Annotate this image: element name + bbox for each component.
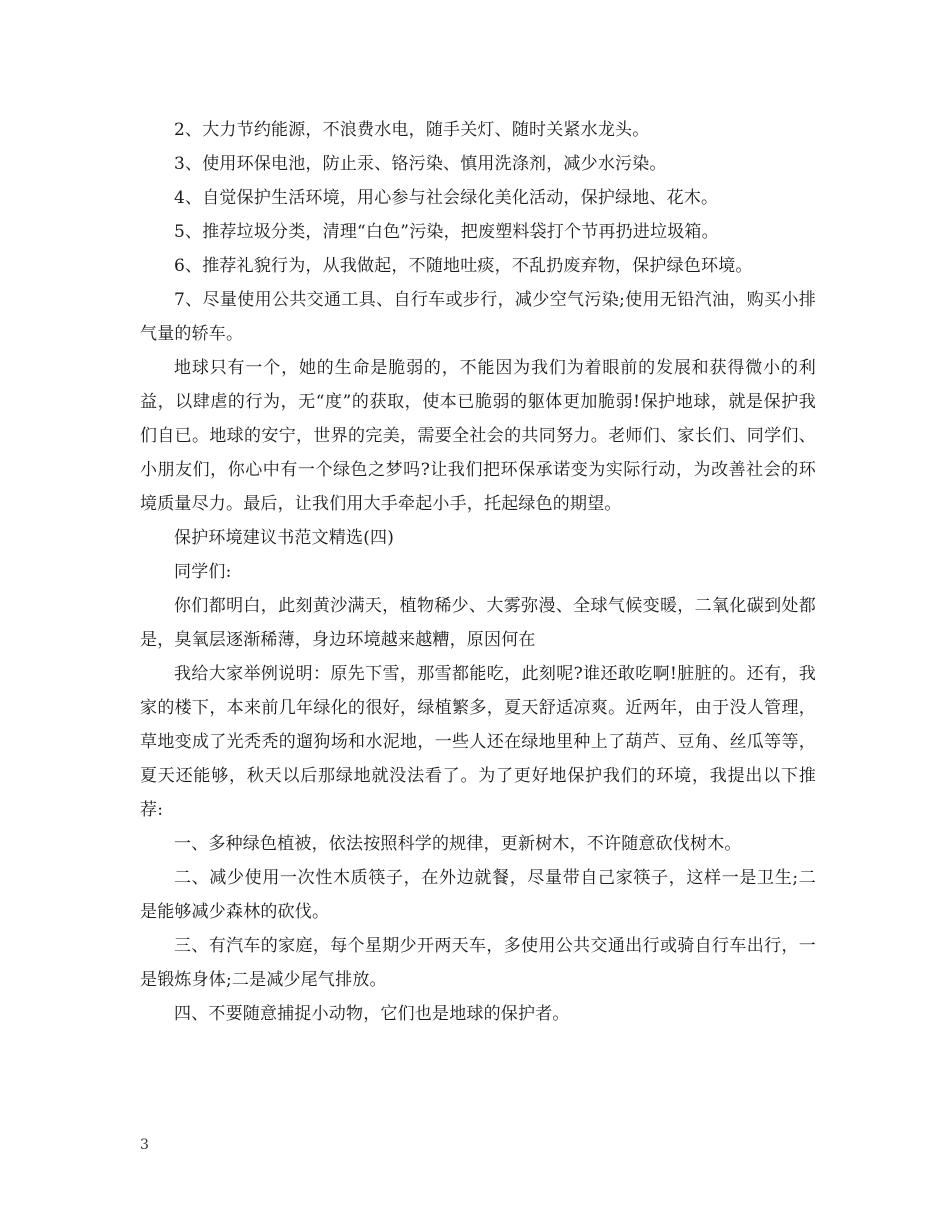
- paragraph: 5、推荐垃圾分类，清理“白色”污染，把废塑料袋打个节再扔进垃圾箱。: [174, 222, 719, 242]
- paragraph: 2、大力节约能源，不浪费水电，随手关灯、随时关紧水龙头。: [174, 120, 650, 140]
- salutation: 同学们:: [174, 562, 232, 582]
- paragraph: 一、多种绿色植被，依法按照科学的规律，更新树木，不许随意砍伐树木。: [174, 834, 742, 854]
- paragraph: 7、尽量使用公共交通工具、自行车或步行，减少空气污染;使用无铅汽油，购买小排气量的轿车。: [140, 290, 816, 344]
- paragraph: 4、自觉保护生活环境，用心参与社会绿化美化活动，保护绿地、花木。: [174, 188, 719, 208]
- paragraph: 地球只有一个，她的生命是脆弱的，不能因为我们为着眼前的发展和获得微小的利益，以肆虐的行为，无“度”的获取，使本已脆弱的躯体更加脆弱!保护地球，就是保护我们自已。地球的安宁，世界的完美，需要全社会的共同努力。老师们、家长们、同学们、小朋友们，你心中有一个绿色之梦吗?让我们把环保承诺变为实际行动，为改善社会的环境质量尽力。最后，让我们用大手牵起小手，托起绿色的期望。: [140, 358, 816, 514]
- body-text: [140, 113, 816, 1031]
- paragraph: 三、有汽车的家庭，每个星期少开两天车，多使用公共交通出行或骑自行车出行，一是锻炼身体;二是减少尾气排放。: [140, 936, 816, 990]
- paragraph: 二、减少使用一次性木质筷子，在外边就餐，尽量带自己家筷子，这样一是卫生;二是能够减少森林的砍伐。: [140, 868, 816, 922]
- paragraph: 3、使用环保电池，防止汞、铬污染、慎用洗涤剂，减少水污染。: [174, 154, 667, 174]
- paragraph: 四、不要随意捕捉小动物，它们也是地球的保护者。: [174, 1004, 570, 1024]
- section-heading: 保护环境建议书范文精选(四): [174, 528, 395, 548]
- paragraph: 6、推荐礼貌行为，从我做起，不随地吐痰，不乱扔废弃物，保护绿色环境。: [174, 256, 753, 276]
- page-number: 3: [140, 1137, 149, 1153]
- paragraph: 你们都明白，此刻黄沙满天，植物稀少、大雾弥漫、全球气候变暖，二氧化碳到处都是，臭氧层逐渐稀薄，身边环境越来越糟，原因何在: [140, 596, 816, 650]
- paragraph: 我给大家举例说明：原先下雪，那雪都能吃，此刻呢?谁还敢吃啊!脏脏的。还有，我家的楼下，本来前几年绿化的很好，绿植繁多，夏天舒适凉爽。近两年，由于没人管理，草地变成了光秃秃的遛狗场和水泥地，一些人还在绿地里种上了葫芦、豆角、丝瓜等等，夏天还能够，秋天以后那绿地就没法看了。为了更好地保护我们的环境，我提出以下推荐:: [140, 664, 816, 820]
